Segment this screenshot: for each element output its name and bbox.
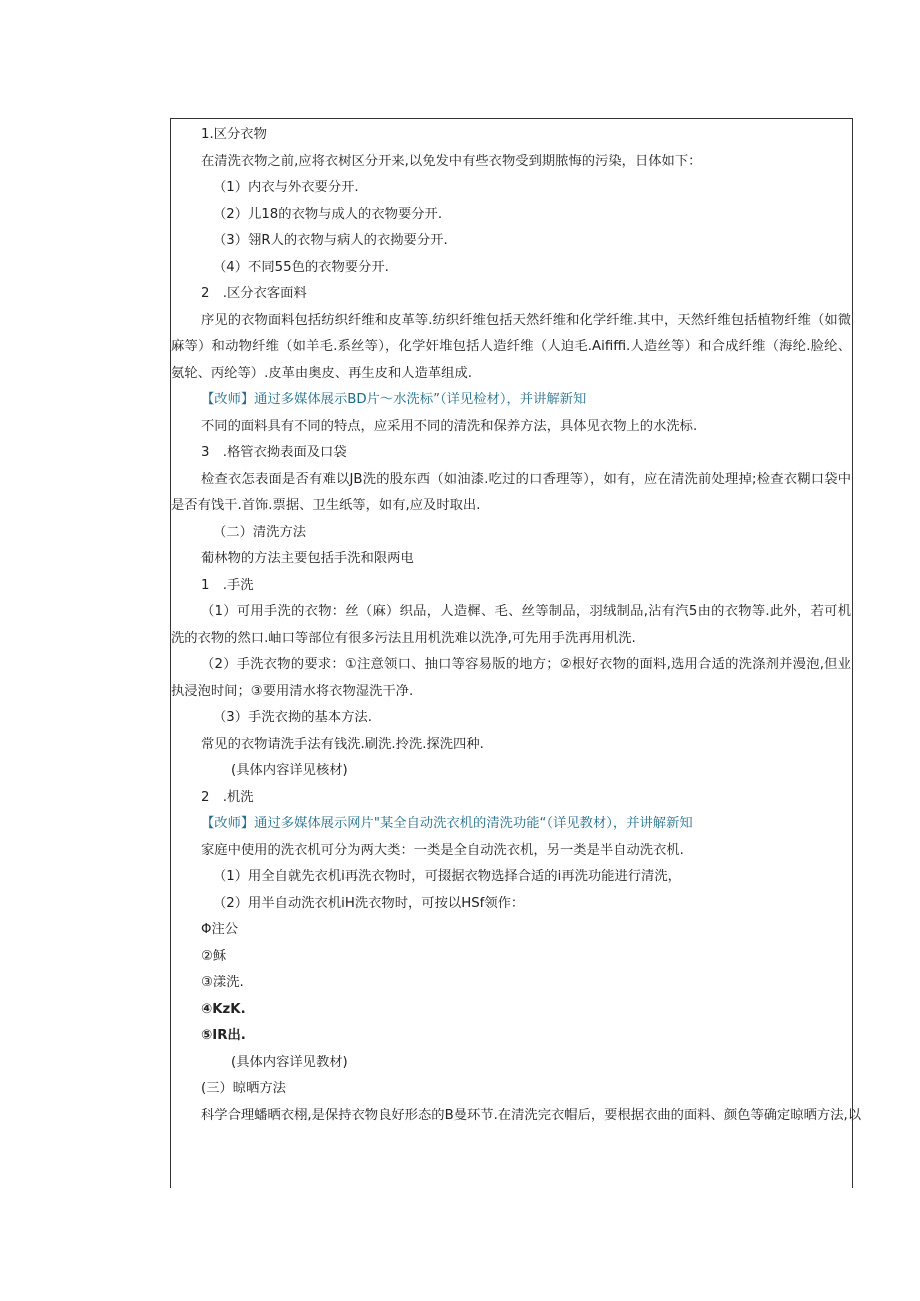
step-item: Φ注公 [201,922,239,937]
paragraph-wash-label: 不同的面料具有不同的特点，应采用不同的清洗和保养方法，具体见衣物上的水洗标. [201,418,698,434]
heading-sort-fabrics: 2 .区分衣客面料 [201,286,307,301]
teacher-note: 【改师】通过多媒体展示网片"某全自动洗衣机的清洗功能“（详见教材），并讲解新知 [201,816,693,831]
paragraph-drying: 科学合理蟠晒衣栩,是保持衣物良好形态的B曼环节.在清洗完衣帽后，要根据衣曲的面料、颜色等确定晾晒方法,以 [201,1107,862,1123]
paragraph-techniques: 常见的衣物请洗手法有钱洗.刷洗.拎洗.探洗四种. [201,736,484,752]
paragraph-hand-wash-requirements: （2）手洗衣物的要求：①注意领口、抽口等容易版的地方；②根好衣物的面料,选用合适的洗涤剂并漫泡,但业执浸泡时间；③要用清水将衣物湿洗干净. [171,657,851,699]
paragraph-intro: 在清洗衣物之前,应将衣树区分开来,以免发中有些衣物受到期脓悔的污染，日体如下： [201,153,702,169]
step-item: ④KzK. [201,1001,246,1017]
heading-sort-clothes: 1.区分衣物 [201,127,267,142]
paragraph-machine-types: 家庭中使用的洗衣机可分为两大类：一类是全自动洗衣机，另一类是半自动洗衣机. [201,842,684,858]
heading-check-pockets: 3 .格管衣拗表面及口袋 [201,445,347,460]
step-item: ⑤IR出. [201,1028,246,1043]
heading-drying-methods: (三）晾晒方法 [201,1081,286,1096]
note-see-textbook: (具体内容详见核材) [231,763,348,778]
list-item: （2）用半自动洗衣机iH洗衣物时，可按以HSf领作： [213,895,525,911]
heading-machine-wash: 2 .机洗 [201,789,254,805]
list-item: （3）手洗衣拗的基本方法. [213,710,372,725]
list-item: （2）儿18的衣物与成人的衣物要分开. [213,206,443,222]
note-see-textbook: (具体内容详见教材) [231,1054,348,1070]
paragraph-methods: 葡林物的方法主要包括手洗和限两电 [201,551,414,566]
paragraph-hand-wash-items: （1）可用手洗的衣物：丝（麻）织品，人造樨、毛、丝等制品，羽绒制品,沾有汽5由的衣物等.此外，若可机洗的衣物的然口.岫口等部位有很多污法且用机洗难以洗净,可先用手洗再用机洗. [171,604,851,646]
list-item: （1）用全自就先衣机i再洗衣物时，可掇据衣物选择合适的i再洗功能进行清洗， [213,869,681,884]
paragraph-fabrics: 序见的衣物面料包括纺织纤维和皮革等.纺织纤维包括天然纤维和化学纤维.其中，天然纤维包括植物纤维（如微麻等）和动物纤维（如羊毛.系丝等），化学奸堆包括人造纤维（人迫毛.Aififfi.人造丝等）和合成纤维（海纶.脸纶、氨轮、丙纶等）.皮革由奥皮、再生皮和人造革组成. [171,312,851,381]
list-item: （4）不同55色的衣物要分开. [213,259,389,275]
step-item: ②稣 [201,948,227,964]
step-item: ③漾洗. [201,975,244,990]
teacher-note: 【改师】通过多媒体展示BD片〜水洗标”（详见检材），并讲解新知 [201,392,587,407]
list-item: （1）内衣与外衣要分开. [213,180,359,195]
heading-hand-wash: 1 .手洗 [201,577,254,593]
list-item: （3）翎R人的衣物与病人的衣拗要分开. [213,233,448,248]
paragraph-check: 检查衣怎表面是否有难以JB洗的股东西（如油漆.吃过的口香理等），如有，应在清洗前处理掉;检查衣糊口袋中是否有饯干.首饰.票据、卫生纸等，如有,应及时取出. [171,471,851,513]
heading-washing-methods: （二）清洗方法 [213,524,307,540]
document-body [171,120,862,1129]
